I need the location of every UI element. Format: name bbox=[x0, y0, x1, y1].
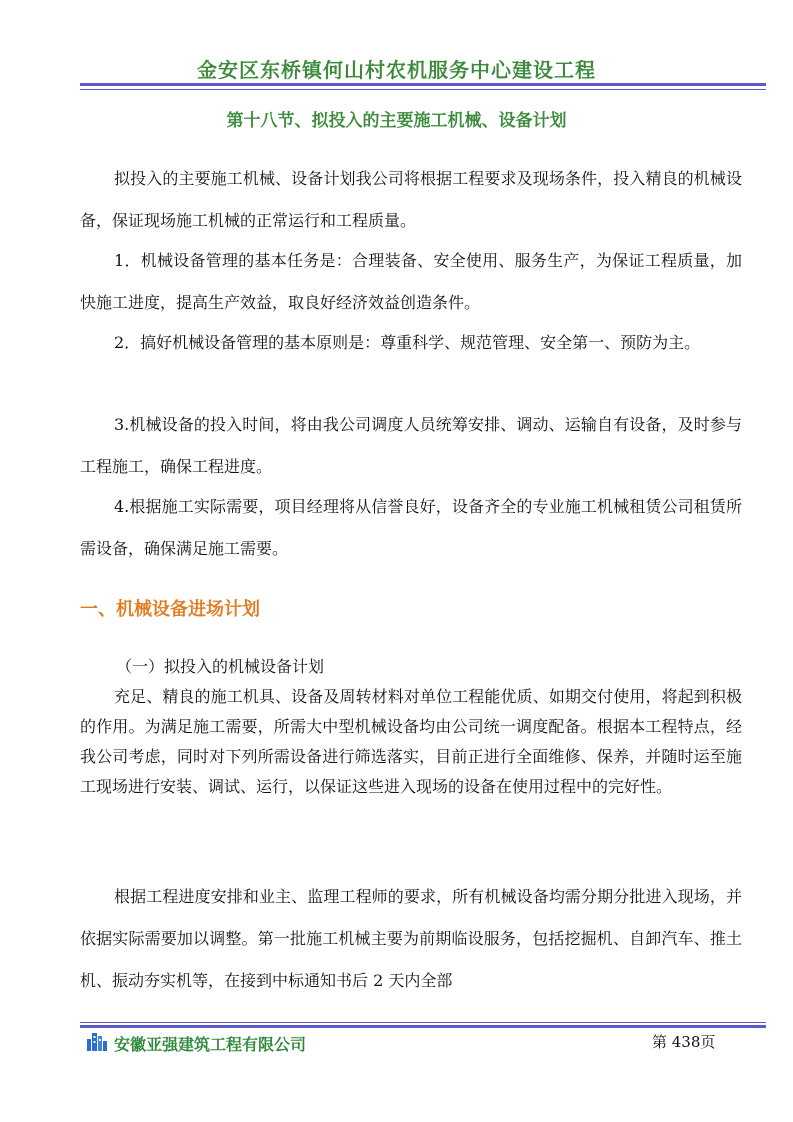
paragraph: 拟投入的主要施工机械、设备计划我公司将根据工程要求及现场条件，投入精良的机械设备，保证现场施工机械的正常运行和工程质量。 bbox=[80, 169, 742, 230]
paragraph: 1．机械设备管理的基本任务是：合理装备、安全使用、服务生产，为保证工程质量，加快施工进度，提高生产效益，取良好经济效益创造条件。 bbox=[80, 251, 742, 312]
footer-rule-thick bbox=[80, 1025, 766, 1028]
footer-company-name: 安徽亚强建筑工程有限公司 bbox=[114, 1034, 307, 1054]
paragraph: 充足、精良的施工机具、设备及周转材料对单位工程能优质、如期交付使用，将起到积极的作用。为满足施工需要，所需大中型机械设备均由公司统一调度配备。根据本工程特点，经我公司考虑，同时对下列所需设备进行筛选落实，目前正进行全面维修、保养，并随时运至施工现场进行安装、调试、运行，以保证这些进入现场的设备在使用过程中的完好性。 bbox=[80, 687, 742, 796]
paragraph: 4.根据施工实际需要，项目经理将从信誉良好，设备齐全的专业施工机械租赁公司租赁所需设备，确保满足施工需要。 bbox=[80, 497, 742, 558]
page-header-title: 金安区东桥镇何山村农机服务中心建设工程 bbox=[197, 58, 596, 82]
header-rule-thick bbox=[80, 83, 766, 86]
paragraph: 2．搞好机械设备管理的基本原则是：尊重科学、规范管理、安全第一、预防为主。 bbox=[114, 333, 701, 352]
section-title: 第十八节、拟投入的主要施工机械、设备计划 bbox=[226, 111, 567, 131]
footer-company bbox=[86, 1031, 306, 1055]
subheading: （一）拟投入的机械设备计划 bbox=[116, 657, 325, 676]
paragraph: 根据工程进度安排和业主、监理工程师的要求，所有机械设备均需分期分批进入现场，并依据实际需要加以调整。第一批施工机械主要为前期临设服务，包括挖掘机、自卸汽车、推土机、振动夯实机等，在接到中标通知书后 2 天内全部 bbox=[80, 887, 742, 990]
page-number: 第 438页 bbox=[652, 1033, 716, 1051]
heading-equipment-entry-plan: 一、机械设备进场计划 bbox=[80, 599, 260, 620]
header-rule-thin bbox=[80, 89, 766, 90]
building-logo-icon bbox=[86, 1031, 108, 1055]
paragraph: 3.机械设备的投入时间，将由我公司调度人员统筹安排、调动、运输自有设备，及时参与工程施工，确保工程进度。 bbox=[80, 415, 742, 476]
footer-rule-thin bbox=[80, 1022, 766, 1023]
